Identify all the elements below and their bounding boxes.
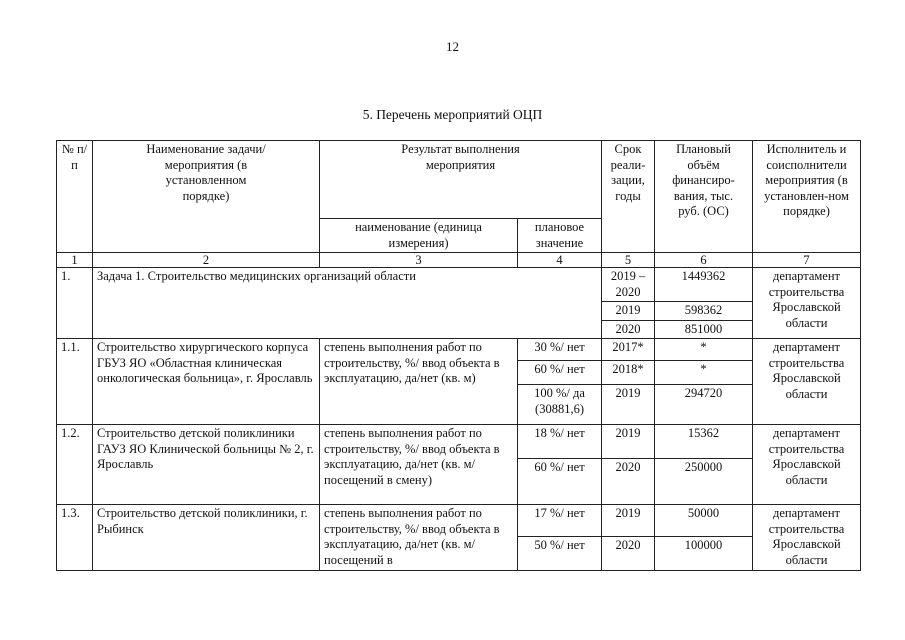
finance-cell: 1449362	[655, 268, 753, 302]
term-cell: 2020	[602, 320, 655, 339]
term-cell: 2020	[602, 537, 655, 571]
column-number: 5	[602, 253, 655, 268]
planned-value: 100 %/ да (30881,6)	[518, 385, 602, 425]
executor-cell: департамент строительства Ярославской области	[753, 425, 861, 505]
header-finance: Плановый объём финансиро-вания, тыс. руб. (ОС)	[655, 141, 753, 253]
header-result: Результат выполнения мероприятия	[320, 141, 602, 219]
finance-cell: 598362	[655, 302, 753, 321]
term-cell: 2019	[602, 505, 655, 537]
row-num: 1.1.	[57, 339, 93, 425]
header-result-name: наименование (единица измерения)	[320, 219, 518, 253]
result-name: степень выполнения работ по строительству, %/ ввод объекта в эксплуатацию, да/нет (кв. м/ посещений в смену)	[320, 425, 518, 505]
planned-value: 30 %/ нет	[518, 339, 602, 361]
finance-cell: 50000	[655, 505, 753, 537]
planned-value: 50 %/ нет	[518, 537, 602, 571]
term-cell: 2018*	[602, 361, 655, 385]
executor-cell: департамент строительства Ярославской области	[753, 268, 861, 339]
finance-cell: 15362	[655, 425, 753, 459]
finance-cell: 294720	[655, 385, 753, 425]
finance-cell: 851000	[655, 320, 753, 339]
column-number: 1	[57, 253, 93, 268]
header-executor: Исполнитель и соисполнители мероприятия (в установлен-ном порядке)	[753, 141, 861, 253]
term-cell: 2017*	[602, 339, 655, 361]
page-number: 12	[446, 39, 459, 54]
finance-cell: *	[655, 339, 753, 361]
planned-value: 17 %/ нет	[518, 505, 602, 537]
finance-cell: *	[655, 361, 753, 385]
result-name: степень выполнения работ по строительству, %/ ввод объекта в эксплуатацию, да/нет (кв. м/ посещений в	[320, 505, 518, 571]
planned-value: 60 %/ нет	[518, 361, 602, 385]
measure-name: Строительство хирургического корпуса ГБУЗ ЯО «Областная клиническая онкологическая больница», г. Ярославль	[93, 339, 320, 425]
executor-cell: департамент строительства Ярославской области	[753, 505, 861, 571]
measures-table	[56, 140, 861, 571]
column-number: 4	[518, 253, 602, 268]
measure-name: Строительство детской поликлиники, г. Рыбинск	[93, 505, 320, 571]
column-number: 7	[753, 253, 861, 268]
term-cell: 2019 – 2020	[602, 268, 655, 302]
column-number: 2	[93, 253, 320, 268]
term-cell: 2019	[602, 425, 655, 459]
term-cell: 2019	[602, 385, 655, 425]
header-name: Наименование задачи/мероприятия (в установленном порядке)	[93, 141, 320, 253]
row-num: 1.3.	[57, 505, 93, 571]
row-num: 1.2.	[57, 425, 93, 505]
executor-cell: департамент строительства Ярославской области	[753, 339, 861, 425]
column-number: 3	[320, 253, 518, 268]
header-num: № п/п	[57, 141, 93, 253]
section-title: 5. Перечень мероприятий ОЦП	[362, 107, 543, 122]
header-term: Срок реали-зации, годы	[602, 141, 655, 253]
finance-cell: 100000	[655, 537, 753, 571]
measure-name: Строительство детской поликлиники ГАУЗ ЯО Клинической больницы № 2, г. Ярославль	[93, 425, 320, 505]
row-num: 1.	[57, 268, 93, 339]
term-cell: 2019	[602, 302, 655, 321]
column-number: 6	[655, 253, 753, 268]
finance-cell: 250000	[655, 459, 753, 505]
result-name: степень выполнения работ по строительству, %/ ввод объекта в эксплуатацию, да/нет (кв. м)	[320, 339, 518, 425]
header-result-value: плановое значение	[518, 219, 602, 253]
planned-value: 60 %/ нет	[518, 459, 602, 505]
planned-value: 18 %/ нет	[518, 425, 602, 459]
task-name: Задача 1. Строительство медицинских организаций области	[93, 268, 602, 339]
term-cell: 2020	[602, 459, 655, 505]
